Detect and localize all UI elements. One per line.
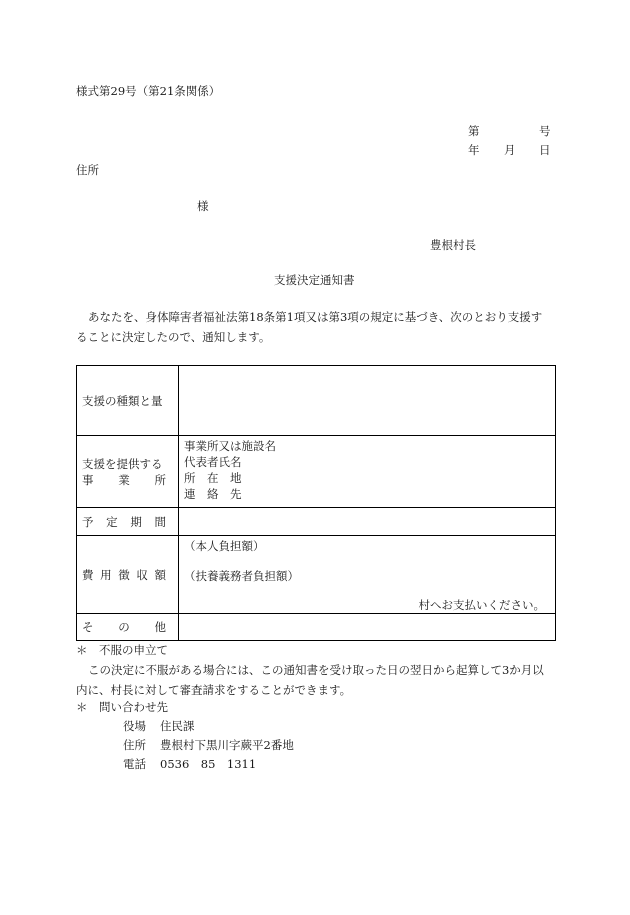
recipient-honorific: 様: [197, 199, 209, 213]
date-month-label: 月: [504, 143, 516, 157]
inquiry-address-value: 豊根村下黒川字蕨平2番地: [160, 738, 294, 752]
table-row-other: [77, 614, 556, 641]
support-table: [76, 365, 556, 641]
inquiry-office-value: 住民課: [160, 719, 195, 733]
objection-text: この決定に不服がある場合には、この通知書を受け取った日の翌日から起算して3か月以内に、村長に対して審査請求をすることができます。: [76, 663, 544, 697]
recipient-address-label: 住所: [76, 163, 99, 177]
other-label: そ の 他: [77, 614, 179, 641]
provider-field-representative: 代表者氏名: [184, 455, 242, 469]
inquiry-phone-value: 0536 85 1311: [160, 757, 257, 771]
date-year-label: 年: [468, 143, 480, 157]
inquiry-phone-label: 電話: [123, 757, 146, 771]
document-title: 支援決定通知書: [274, 273, 355, 287]
provider-label: [77, 436, 179, 508]
form-number: 様式第29号（第21条関係）: [76, 84, 221, 98]
table-row-fee: [77, 536, 556, 614]
inquiry-address-label: 住所: [123, 738, 146, 752]
inquiry-office-label: 役場: [123, 719, 146, 733]
provider-label-line1: 支援を提供する: [82, 456, 163, 471]
period-label: 予 定 期 間: [77, 508, 179, 536]
provider-field-facility-name: 事業所又は施設名: [184, 439, 276, 453]
doc-number-prefix: 第: [468, 124, 480, 138]
table-row-provider: [77, 436, 556, 508]
provider-fields: [179, 436, 556, 508]
body-text: あなたを、身体障害者福祉法第18条第1項又は第3項の規定に基づき、次のとおり支援することに決定したので、通知します。: [76, 310, 543, 344]
fee-value: [179, 536, 556, 614]
table-row-support-type: [77, 366, 556, 436]
provider-label-line2: 事 業 所: [82, 472, 166, 487]
fee-payment-note: 村へお支払いください。: [418, 598, 545, 612]
inquiry-heading: ＊ 問い合わせ先: [76, 700, 168, 714]
sender-name: 豊根村長: [430, 238, 476, 252]
fee-label: 費 用 徴 収 額: [77, 536, 179, 614]
doc-number-suffix: 号: [539, 124, 551, 138]
date-day-label: 日: [539, 143, 551, 157]
support-type-label: 支援の種類と量: [77, 366, 179, 436]
provider-field-location: 所 在 地: [184, 471, 242, 485]
table-row-period: [77, 508, 556, 536]
provider-field-contact: 連 絡 先: [184, 487, 242, 501]
period-value: [179, 508, 556, 536]
other-value: [179, 614, 556, 641]
fee-support-obligor-burden: （扶養義務者負担額）: [184, 569, 299, 583]
fee-self-burden: （本人負担額）: [184, 539, 265, 553]
support-type-value: [179, 366, 556, 436]
objection-heading: ＊ 不服の申立て: [76, 643, 168, 657]
